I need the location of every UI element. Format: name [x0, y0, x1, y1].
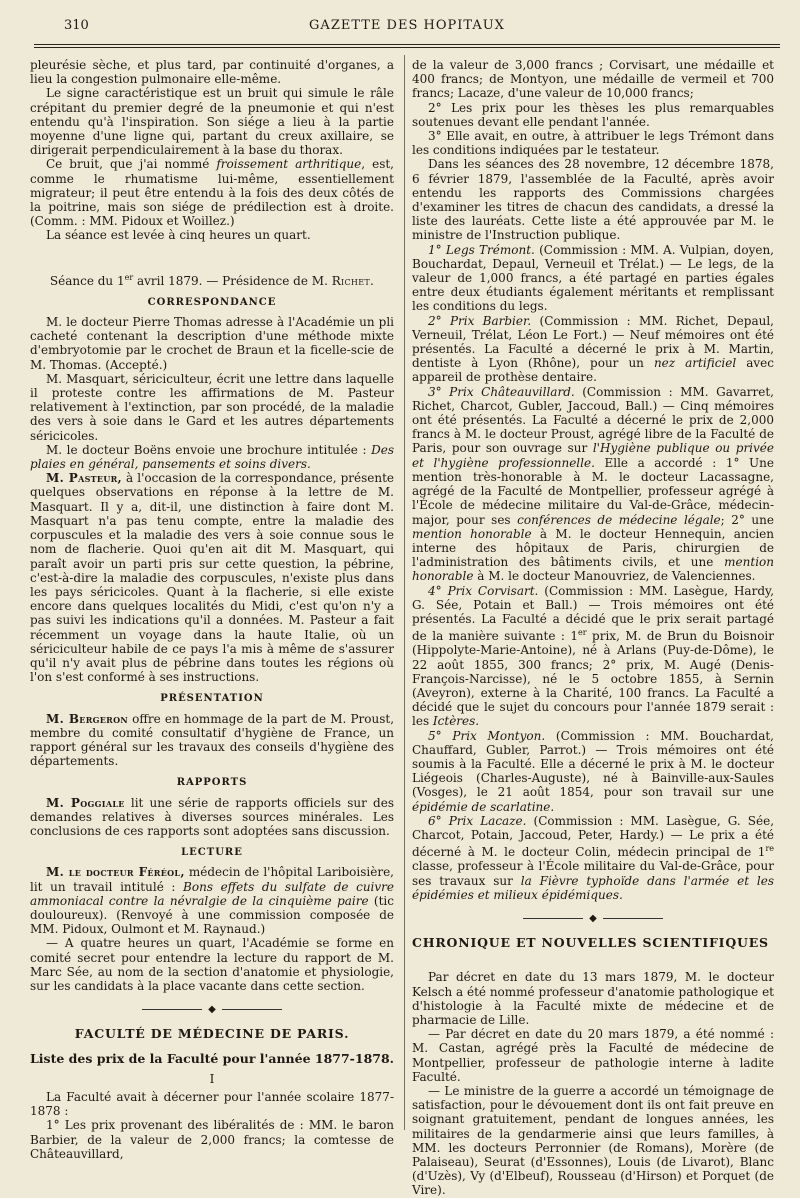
- paragraph: 6° Prix Lacaze. (Commission : MM. Lasègue, G. Sée, Charcot, Potain, Jaccoud, Peter, Hardy.) — Le prix a été décerné à M. le docteur Colin, médecin principal de 1re classe, professeur à l'École militaire du Val-de-Grâce, pour ses travaux sur la Fièvre typhoïde dans l'armée et les épidémies et milieux épidémiques.: [412, 813, 775, 902]
- paragraph: M. le docteur Pierre Thomas adresse à l'Académie un pli cacheté contenant la description d'une méthode mixte d'embryotomie par le crochet de Braun et la ficelle-scie de M. Thomas. (Accepté.): [30, 315, 394, 372]
- paragraph: 5° Prix Montyon. (Commission : MM. Bouchardat, Chauffard, Gubler, Parrot.) — Trois mémoires ont été soumis à la Faculté. Elle a décerné le prix à M. le docteur Liégeois (Charles-Auguste), né à Bainville-aux-Saules (Vosges), le 21 août 1854, pour son travail sur une épidémie de scarlatine.: [412, 728, 774, 814]
- paragraph: Ce bruit, que j'ai nommé froissement arthritique, est, comme le rhumatisme lui-même, essentiellement migrateur; il peut être entendu à la fois des deux côtés de la poitrine, mais son siége de prédilection est à droite. (Comm. : MM. Pidoux et Woillez.): [30, 157, 394, 229]
- section-heading-presentation: PRÉSENTATION: [160, 693, 264, 705]
- paragraph: M. le docteur Boëns envoie une brochure intitulée : Des plaies en général, pansements et soins divers.: [30, 442, 394, 472]
- section-separator: ◆: [412, 912, 774, 926]
- paragraph: — Par décret en date du 20 mars 1879, a été nommé : M. Castan, agrégé près la Faculté de médecine de Montpellier, professeur de pathologie interne à ladite Faculté.: [412, 1027, 774, 1084]
- paragraph: Le signe caractéristique est un bruit qui simule le râle crépitant du premier degré de la pneumonie et qui n'est entendu qu'à l'inspiration. Son siége a lieu à la partie moyenne d'une ligne qui, partant du creux axillaire, se dirigerait perpendiculairement à la base du thorax.: [30, 86, 394, 158]
- paragraph: — Le ministre de la guerre a accordé un témoignage de satisfaction, pour le dévouement dont ils ont fait preuve en soignant gratuitement, pendant de longues années, les militaires de la gendarmerie ainsi que leurs familles, à MM. les docteurs Perronnier (de Romans), Morère (de Palaiseau), Seurat (d'Essonnes), Louis (de Livarot), Blanc (d'Uzès), Vy (d'Elbeuf), Rousseau (d'Hirson) et Porquet (de Vire).: [412, 1084, 774, 1198]
- header-rule: [34, 44, 780, 45]
- roman-numeral: I: [209, 1071, 215, 1086]
- page-number: 310: [64, 18, 89, 33]
- paragraph: M. Pasteur, à l'occasion de la correspondance, présente quelques observations en réponse à la lettre de M. Masquart. Il y a, dit-il, une distinction à faire dont M. Masquart n'a pas tenu compte, entre la maladie des corpuscules et la maladie des vers à soie connue sous le nom de flacherie. Quoi qu'en ait dit M. Masquart, qui paraît avoir un parti pris sur cette question, la pébrine, c'est-à-dire la maladie des corpuscules, n'existe plus dans les pays séricicoles. Quant à la flacherie, si elle existe encore dans quelques localités du Midi, c'est qu'on n'y a pas suivi les indications qu'il a données. M. Pasteur a fait récemment un voyage dans la haute Italie, où un sériciculteur habile de ce pays l'a mis à même de s'assurer qu'il n'y avait plus de pébrine dans toutes les régions où l'on s'est conformé à ses instructions.: [30, 471, 394, 685]
- paragraph: Par décret en date du 13 mars 1879, M. le docteur Kelsch a été nommé professeur d'anatomie pathologique et d'histologie à la Faculté mixte de médecine et de pharmacie de Lille.: [412, 970, 774, 1027]
- paragraph: — A quatre heures un quart, l'Académie se forme en comité secret pour entendre la lecture du rapport de M. Marc Sée, au nom de la section d'anatomie et physiologie, sur les candidats à la place vacante dans cette section.: [30, 936, 394, 993]
- paragraph: 3° Elle avait, en outre, à attribuer le legs Trémont dans les conditions indiquées par le testateur.: [412, 129, 774, 158]
- paragraph: 2° Les prix pour les thèses les plus remarquables soutenues devant elle pendant l'année.: [412, 100, 774, 129]
- section-heading-correspondance: CORRESPONDANCE: [147, 296, 277, 308]
- paragraph: Dans les séances des 28 novembre, 12 décembre 1878, 6 février 1879, l'assemblée de la Faculté, après avoir entendu les rapports des Commissions chargées d'examiner les titres de chacun des candidats, a dressé la liste des lauréats. Cette liste a été approuvée par M. le ministre de l'Instruction publique.: [412, 157, 774, 243]
- prize-list-heading: Liste des prix de la Faculté pour l'année 1877-1878.: [30, 1050, 395, 1066]
- paragraph: M. le docteur Féréol, médecin de l'hôpital Lariboisière, lit un travail intitulé : Bons effets du sulfate de cuivre ammoniacal contre la névralgie de la cinquième paire (tic douloureux). (Renvoyé à une commission composée de MM. Pidoux, Oulmont et M. Raynaud.): [30, 865, 395, 937]
- paragraph: 3° Prix Châteauvillard. (Commission : MM. Gavarret, Richet, Charcot, Gubler, Jaccoud, Ball.) — Cinq mémoires ont été présentés. La Faculté a décerné le prix de 2,000 francs à M. le docteur Proust, agrégé libre de la Faculté de Paris, pour son ouvrage sur l'Hygiène publique ou privée et l'hygiène professionnelle. Elle a accordé : 1° Une mention très-honorable à M. le docteur Lacassagne, agrégé de la Faculté de Montpellier, professeur agrégé à l'École de médecine militaire du Val-de-Grâce, médecin-major, pour ses conférences de médecine légale; 2° une mention honorable à M. le docteur Hennequin, ancien interne des hôpitaux de Paris, chirurgien de l'administration des bâtiments civils, et une mention honorable à M. le docteur Manouvriez, de Valenciennes.: [412, 384, 774, 584]
- right-column: [412, 58, 774, 1198]
- left-column: [30, 58, 394, 1161]
- paragraph: M. Poggiale lit une série de rapports officiels sur des demandes relatives à diverses sources minérales. Les conclusions de ces rapports sont adoptées sans discussion.: [30, 795, 394, 838]
- paragraph: 4° Prix Corvisart. (Commission : MM. Lasègue, Hardy, G. Sée, Potain et Ball.) — Trois mémoires ont été présentés. La Faculté a décidé que le prix serait partagé de la manière suivante : 1er prix, M. de Brun du Boisnoir (Hippolyte-Marie-Antoine), né à Arlans (Puy-de-Dôme), le 22 août 1855, 300 francs; 2° prix, M. Augé (Denis-François-Narcisse), né le 5 octobre 1855, à Sernin (Aveyron), externe à la Charité, 100 francs. La Faculté a décidé que le sujet du concours pour l'année 1879 serait : les Ictères.: [412, 583, 775, 729]
- section-separator: ◆: [30, 1003, 394, 1017]
- page-header: [34, 18, 780, 40]
- running-title: GAZETTE DES HOPITAUX: [309, 18, 505, 33]
- faculte-heading: FACULTÉ DE MÉDECINE DE PARIS.: [74, 1026, 350, 1042]
- paragraph: La Faculté avait à décerner pour l'année scolaire 1877-1878 :: [30, 1090, 394, 1119]
- paragraph: La séance est levée à cinq heures un quart.: [46, 228, 311, 243]
- column-divider: [404, 55, 405, 1130]
- paragraph: de la valeur de 3,000 francs ; Corvisart, une médaille et 400 francs; de Montyon, une médaille de vermeil et 700 francs; Lacaze, d'une valeur de 10,000 francs;: [412, 58, 774, 101]
- chronique-heading: CHRONIQUE ET NOUVELLES SCIENTIFIQUES: [412, 935, 769, 951]
- paragraph: 2° Prix Barbier. (Commission : MM. Richet, Depaul, Verneuil, Trélat, Léon Le Fort.) — Neuf mémoires ont été présentés. La Faculté a décerné le prix à M. Martin, dentiste à Lyon (Rhône), pour un nez artificiel avec appareil de prothèse dentaire.: [412, 313, 774, 385]
- paragraph: M. Bergeron offre en hommage de la part de M. Proust, membre du comité consultatif d'hygiène de France, un rapport général sur les travaux des conseils d'hygiène des départements.: [30, 711, 395, 769]
- paragraph: 1° Legs Trémont. (Commission : MM. A. Vulpian, doyen, Bouchardat, Depaul, Verneuil et Trélat.) — Le legs, de la valeur de 1,000 francs, a été partagé en parties égales entre deux étudiants également méritants et remplissant les conditions du legs.: [412, 242, 774, 314]
- session-heading: Séance du 1er avril 1879. — Présidence de M. Richet.: [49, 272, 375, 288]
- section-heading-lecture: LECTURE: [181, 847, 243, 859]
- paragraph: pleurésie sèche, et plus tard, par continuité d'organes, a lieu la congestion pulmonaire elle-même.: [30, 58, 394, 87]
- section-heading-rapports: RAPPORTS: [176, 777, 248, 789]
- paragraph: 1° Les prix provenant des libéralités de : MM. le baron Barbier, de la valeur de 2,000 francs; la comtesse de Châteauvillard,: [30, 1118, 394, 1161]
- paragraph: M. Masquart, sériciculteur, écrit une lettre dans laquelle il proteste contre les affirmations de M. Pasteur relativement à l'extinction, par son procédé, de la maladie des vers à soie dans le Gard et les autres départements séricicoles.: [30, 371, 394, 443]
- header-rule-double: [34, 47, 780, 48]
